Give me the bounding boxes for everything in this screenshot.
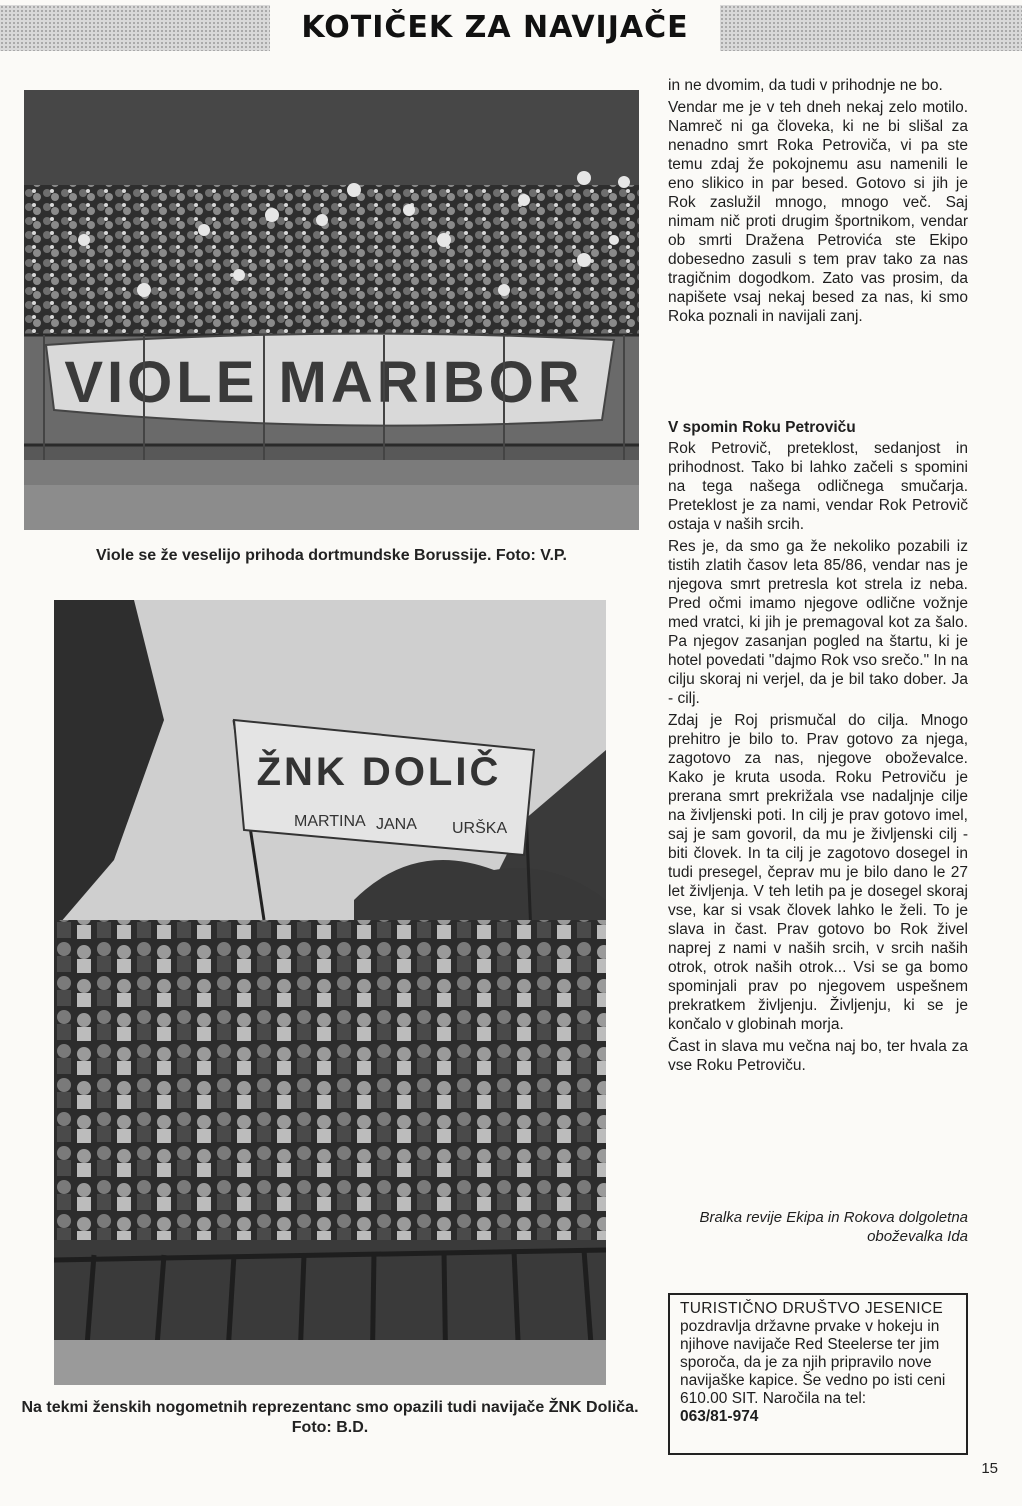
photo-caption-1: Viole se že veselijo prihoda dortmundske Borussije. Foto: V.P. xyxy=(96,547,567,564)
photo-stadium-crowd xyxy=(24,90,639,530)
memorial-paragraph: Čast in slava mu večna naj bo, ter hvala za vse Roku Petroviču. xyxy=(668,1038,968,1074)
photo-znk-dolic-fans xyxy=(54,600,606,1385)
letter-paragraph: in ne dvomim, da tudi v prihodnje ne bo. xyxy=(668,77,943,94)
banner-name-2: JANA xyxy=(376,816,417,833)
letter-signature: Bralka revije Ekipa in Rokova dolgoletna oboževalka Ida xyxy=(699,1209,968,1245)
stadium-crowd-photo-icon xyxy=(24,90,639,530)
banner-name-1: MARTINA xyxy=(294,813,366,830)
photo-caption-2: Na tekmi ženskih nogometnih reprezentanc smo opazili tudi navijače ŽNK Doliča. Foto: B.D. xyxy=(21,1399,639,1436)
banner-name-3: URŠKA xyxy=(452,820,508,837)
memorial-paragraph: Rok Petrovič, preteklost, sedanjost in prihodnost. Tako bi lahko začeli s spomini na tega našega odličnega smučarja. Preteklost je za nami, vendar Rok Petrovič ostaja v naših srcih. xyxy=(668,440,968,533)
letter-text xyxy=(668,76,968,329)
page-number: 15 xyxy=(981,1460,998,1477)
ad-body: pozdravlja državne prvake v hokeju in njihove navijače Red Steelerse ter jim sporoča, da je za njih pripravilo nove navijaške kapice. Še vedno po isti ceni 610.00 SIT. Naročila na tel: xyxy=(680,1318,946,1407)
ad-title: TURISTIČNO DRUŠTVO JESENICE xyxy=(680,1300,944,1317)
ad-phone: 063/81-974 xyxy=(680,1408,759,1425)
memorial-paragraph: Res je, da smo ga že nekoliko pozabili iz tistih zlatih časov leta 85/86, vendar nas je njegova smrt pretresla kot strela iz neba. Pred očmi imamo njegove odlične vožnje med vratci, ki jih je premagoval kot za šalo. Pa njegov zasanjan pogled na štartu, ki je hotel povedati "dajmo Rok vso srečo." In na cilju skoraj ni verjel, da je bil tako dober. Ja - cilj. xyxy=(668,538,968,707)
memorial-heading: V spomin Roku Petroviču xyxy=(668,419,856,436)
memorial-section xyxy=(668,418,968,1078)
advertisement-box xyxy=(668,1293,968,1455)
letter-paragraph: Vendar me je v teh dneh nekaj zelo motilo. Namreč ni ga človeka, ki ne bi slišal za nenadno smrt Roka Petroviča, vi pa ste temu zdaj že pokojnemu asu namenili le eno slikico in par besed. Gotovo si jih je Rok zaslužil mnogo, mnogo več. Saj nimam nič proti drugim športnikom, vendar ob smrti Dražena Petrovića ste Ekipo dobesedno zasuli s tem prav tako za nas tragičnim dogodkom. Zato vas prosim, da napišete vsaj nekaj besed za nas, ki smo Roka poznali in navijali zanj. xyxy=(668,99,968,325)
fans-with-banner-photo-icon xyxy=(54,600,606,1385)
memorial-paragraph: Zdaj je Roj prismučal do cilja. Mnogo prehitro je bilo to. Prav gotovo za njega, zagotovo za nas, njegove oboževalce. Kako je kruta usoda. Roku Petroviču je prerana smrt prekrižala vse nadaljnje cilje na življenski poti. In cilj je prav gotovo imel, saj je sam govoril, da mu je življenski cilj - biti človek. In ta cilj je zagotovo dosegel in tudi presegel, čeprav mu je bilo dano le 27 let življenja. V teh letih pa je dosegel skoraj vse, kar si vsak človek lahko le želi. To je slava in čast. Prav gotovo bo Rok živel naprej z nami v naših srcih, v srcih naših otrok, otrok naših otrok... Vsi se ga bomo spominjali prav po njegovem uspešnem prekratkem življenju. Življenju, ki se je končalo v globinah morja. xyxy=(668,712,968,1033)
znk-banner-title: ŽNK DOLIČ xyxy=(256,750,502,794)
viole-banner-text: VIOLE MARIBOR xyxy=(64,350,584,415)
page-title: KOTIČEK ZA NAVIJAČE xyxy=(270,4,720,52)
